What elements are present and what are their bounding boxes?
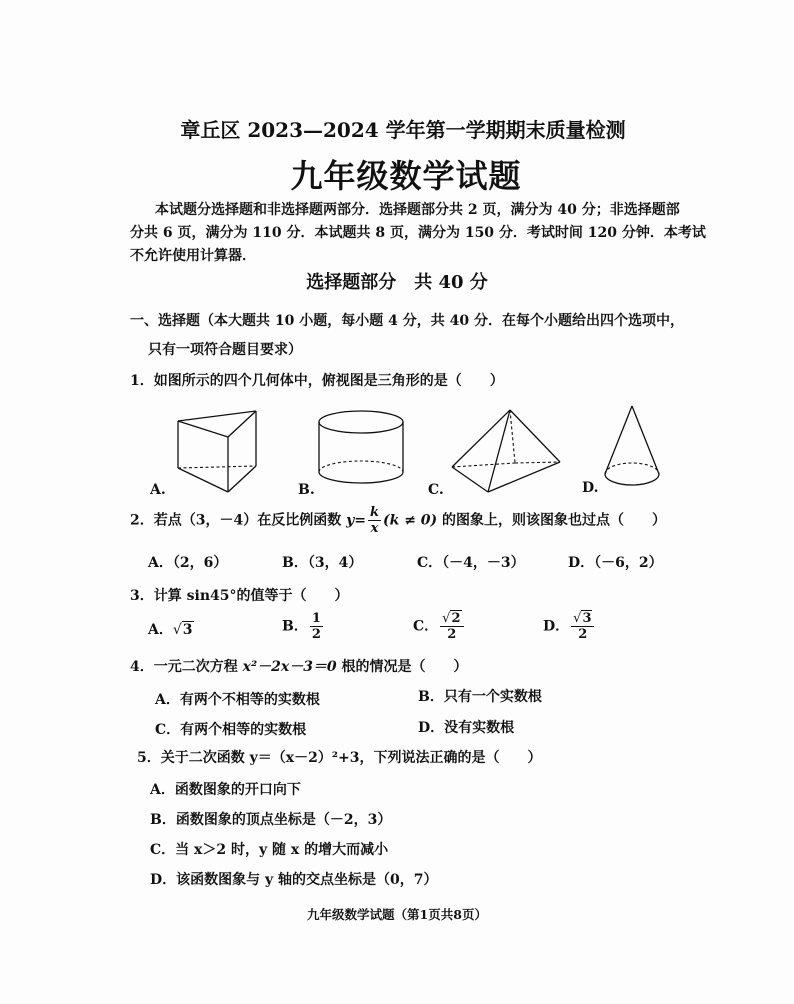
exam-subtitle: 九年级数学试题 xyxy=(290,157,522,195)
option-b xyxy=(282,553,362,573)
option-label: D． xyxy=(418,720,445,736)
option-label: A． xyxy=(150,782,175,798)
fraction xyxy=(368,505,381,536)
fraction-denominator: x xyxy=(368,520,381,536)
figure-edge xyxy=(178,411,256,421)
radical-sign: √ xyxy=(573,611,582,626)
option-c xyxy=(150,840,388,860)
fraction-numerator: 1 xyxy=(311,611,321,626)
option-d xyxy=(543,611,596,642)
option-b xyxy=(282,611,325,642)
option-text: 只有一个实数根 xyxy=(443,689,542,705)
fraction xyxy=(571,611,594,642)
option-label: B. xyxy=(298,482,315,498)
option-text: 没有实数根 xyxy=(444,720,515,736)
cone-figure xyxy=(600,400,666,494)
figure-hidden-edge xyxy=(319,461,403,472)
option-text: 有两个相等的实数根 xyxy=(180,722,307,738)
intro-line: 本试题分选择题和非选择题两部分．选择题部分共 2 页，满分为 40 分；非选择题部 xyxy=(155,202,680,218)
stem-text: 的图象上，则该图象也过点（ ） xyxy=(437,512,667,529)
option-label: A． xyxy=(148,622,173,638)
question-1-stem: 1．如图所示的四个几何体中，俯视图是三角形的是（ ） xyxy=(130,373,504,389)
option-a xyxy=(148,620,194,640)
function-condition: (k ≠ 0) xyxy=(383,512,438,529)
option-c xyxy=(413,611,466,642)
figure-edge xyxy=(488,410,510,492)
section-instructions: 一、选择题（本大题共 10 小题，每小题 4 分，共 40 分．在每个小题给出四个选项中， xyxy=(130,313,684,329)
option-label: D. xyxy=(582,480,599,496)
option-a xyxy=(148,553,227,573)
radicand: 3 xyxy=(182,622,193,638)
fraction-numerator xyxy=(440,611,463,626)
figure-edge xyxy=(488,462,560,492)
figure-edge xyxy=(228,411,256,437)
option-label: B． xyxy=(282,555,308,571)
option-text: 函数图象的开口向下 xyxy=(174,782,301,798)
option-a xyxy=(150,780,301,800)
option-label: B． xyxy=(418,689,444,705)
option-label: B． xyxy=(150,812,176,828)
stem-text: 4．一元二次方程 xyxy=(130,659,243,675)
figure-edge xyxy=(632,406,659,474)
option-label: B． xyxy=(282,618,308,635)
figure-hidden-edge xyxy=(452,463,515,467)
radical-sign: √ xyxy=(442,611,451,626)
figure-edge xyxy=(605,474,659,485)
option-label: A． xyxy=(148,555,173,571)
figure-top-face xyxy=(319,411,403,433)
fraction-denominator: 2 xyxy=(311,627,321,642)
option-text: （3，4） xyxy=(307,555,363,571)
section-title: 选择题部分 共 40 分 xyxy=(306,272,488,293)
intro-line: 不允许使用计算器． xyxy=(130,248,256,264)
option-b xyxy=(150,810,391,830)
figure-hidden-edge xyxy=(515,462,560,463)
option-label: C． xyxy=(417,555,443,571)
option-c xyxy=(417,553,525,573)
figure-edge xyxy=(452,410,510,467)
fraction xyxy=(310,611,323,642)
option-a xyxy=(155,690,320,710)
figure-hidden-edge xyxy=(178,466,256,468)
option-text: （－6，2） xyxy=(594,555,663,571)
question-3-stem: 3．计算 sin45°的值等于（ ） xyxy=(130,588,349,604)
figure-edge xyxy=(228,466,256,492)
stem-text: 2．若点（3，－4）在反比例函数 xyxy=(130,512,347,529)
question-5-stem: 5．关于二次函数 y＝（x－2）²+3，下列说法正确的是（ ） xyxy=(137,750,542,766)
cylinder-figure xyxy=(314,406,408,490)
section-instructions: 只有一项符合题目要求） xyxy=(148,342,302,358)
option-label: A. xyxy=(150,482,166,498)
page-footer: 九年级数学试题（第1页共8页） xyxy=(307,907,487,922)
figure-edge xyxy=(319,472,403,483)
option-label: C． xyxy=(150,842,176,858)
radicand: 2 xyxy=(451,611,461,626)
intro-line: 分共 6 页，满分为 110 分．本试题共 8 页，满分为 150 分．考试时间 120 分钟．本考试 xyxy=(130,225,706,241)
figure-edge xyxy=(605,406,632,474)
option-d xyxy=(568,553,663,573)
option-label: D． xyxy=(568,555,595,571)
option-label: D． xyxy=(150,872,177,888)
option-d xyxy=(150,870,438,890)
fraction-denominator: 2 xyxy=(571,626,594,642)
figure-hidden-edge xyxy=(605,463,659,474)
stem-text: 根的情况是（ ） xyxy=(336,659,468,675)
fraction-numerator: k xyxy=(369,505,379,520)
pyramid-figure xyxy=(446,402,566,498)
option-d xyxy=(418,718,514,738)
radical-sign: √ xyxy=(172,622,182,638)
option-text: 当 x＞2 时，y 随 x 的增大而减小 xyxy=(175,842,389,858)
option-text: 有两个不相等的实数根 xyxy=(179,692,320,708)
fraction-numerator xyxy=(571,611,594,626)
option-text: 函数图象的顶点坐标是（－2，3） xyxy=(175,812,392,828)
fraction xyxy=(440,611,463,642)
fraction-denominator: 2 xyxy=(440,626,463,642)
figure-edge xyxy=(452,467,488,492)
option-text: 该函数图象与 y 轴的交点坐标是（0，7） xyxy=(176,872,438,888)
option-text: （－4，－3） xyxy=(442,555,525,571)
triangular-prism-figure xyxy=(170,405,262,497)
option-label: C． xyxy=(155,722,181,738)
figure-edge xyxy=(510,410,560,462)
option-label: C. xyxy=(428,482,444,498)
figure-edge xyxy=(178,421,228,437)
radicand: 3 xyxy=(582,611,592,626)
figure-hidden-edge xyxy=(510,410,515,463)
function-lhs: y= xyxy=(346,512,366,529)
option-label: A． xyxy=(155,692,180,708)
figure-edge xyxy=(178,468,228,492)
option-c xyxy=(155,720,306,740)
equation: x²－2x－3＝0 xyxy=(242,659,337,675)
exam-title: 章丘区 2023—2024 学年第一学期期末质量检测 xyxy=(180,118,626,142)
question-2-stem xyxy=(130,505,666,536)
option-label: C． xyxy=(413,618,439,635)
option-label: D． xyxy=(543,618,570,635)
option-b xyxy=(418,687,542,707)
question-4-stem xyxy=(130,657,468,677)
option-text: （2，6） xyxy=(172,555,228,571)
